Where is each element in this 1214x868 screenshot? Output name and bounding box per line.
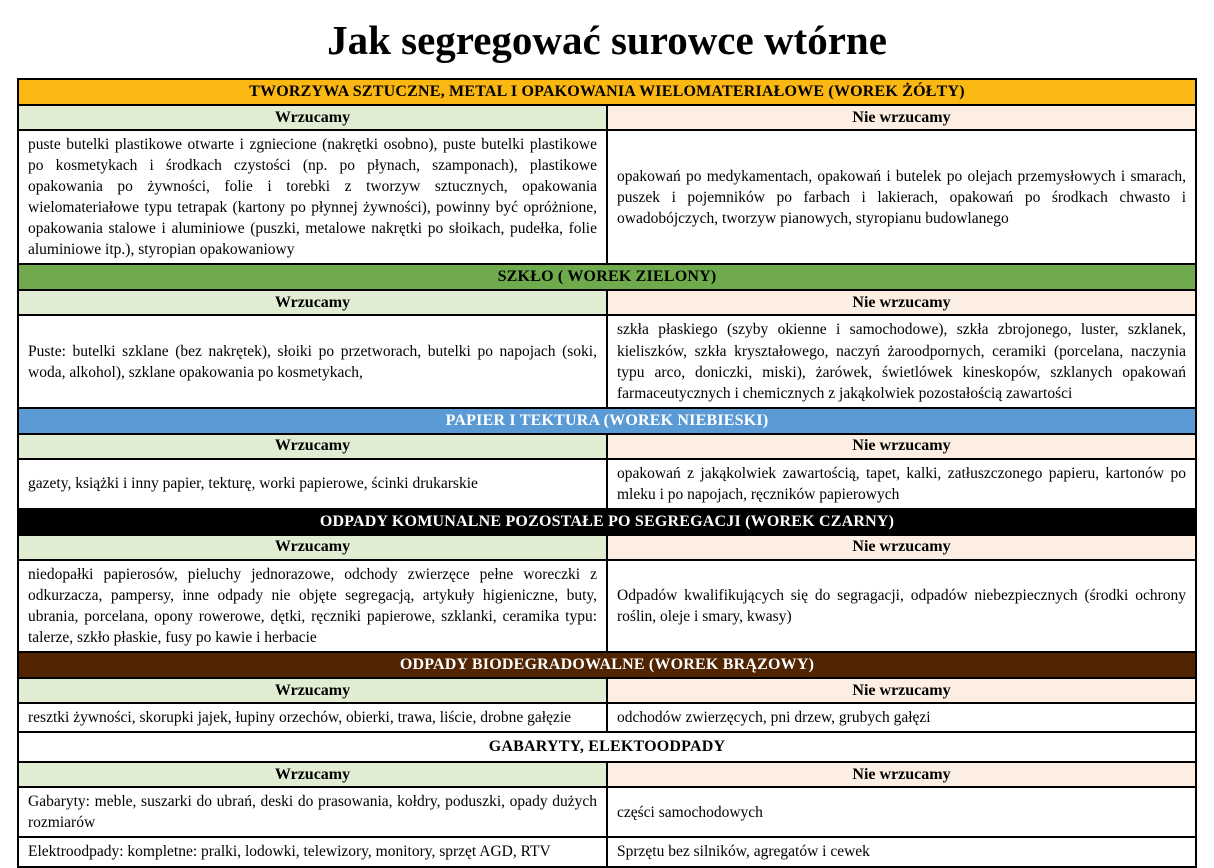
- section-title-brown-bag: ODPADY BIODEGRADOWALNE (WOREK BRĄZOWY): [19, 651, 1195, 677]
- cell-wrzucamy: Gabaryty: meble, suszarki do ubrań, deski do prasowania, kołdry, poduszki, opady dużych rozmiarów: [19, 787, 607, 836]
- column-header-row: [19, 104, 1195, 129]
- section-title-blue-bag: PAPIER I TEKTURA (WOREK NIEBIESKI): [19, 407, 1195, 433]
- column-header-wrzucamy: Wrzucamy: [19, 434, 607, 458]
- section-glass: [19, 263, 1195, 406]
- column-header-wrzucamy: Wrzucamy: [19, 535, 607, 559]
- column-header-row: [19, 761, 1195, 786]
- section-title-black-bag: ODPADY KOMUNALNE POZOSTAŁE PO SEGREGACJI (WOREK CZARNY): [19, 508, 1195, 534]
- page-title: Jak segregować surowce wtórne: [327, 17, 887, 63]
- table-row: [19, 836, 1195, 865]
- column-header-wrzucamy: Wrzucamy: [19, 678, 607, 702]
- table-row: [19, 702, 1195, 731]
- segregation-table: [17, 78, 1197, 868]
- column-header-wrzucamy: Wrzucamy: [19, 762, 607, 786]
- cell-nie-wrzucamy: Sprzętu bez silników, agregatów i cewek: [607, 837, 1195, 865]
- column-header-row: [19, 433, 1195, 458]
- cell-wrzucamy: puste butelki plastikowe otwarte i zgniecione (nakrętki osobno), puste butelki plastikowe po kosmetykach i środkach czystości (np. po płynach, szamponach), plastikowe opakowania po żywności, folie i torebki z tworzyw sztucznych, opakowania wielomateriałowe typu tetrapak (kartony po płynnej żywności), powinny być opróżnione, opakowania stalowe i aluminiowe (puszki, metalowe nakrętki po słoikach, pudełka, folie aluminiowe itp.), styropian opakowaniowy: [19, 130, 607, 263]
- table-row: [19, 559, 1195, 651]
- cell-wrzucamy: Puste: butelki szklane (bez nakrętek), słoiki po przetworach, butelki po napojach (soki, woda, alkohol), szklane opakowania po kosmetykach,: [19, 315, 607, 406]
- column-header-wrzucamy: Wrzucamy: [19, 105, 607, 129]
- cell-nie-wrzucamy: opakowań po medykamentach, opakowań i butelek po olejach przemysłowych i smarach, puszek i pojemników po farbach i lakierach, opakowań po środkach chwasto i owadobójczych, tworzyw pianowych, styropianu budowlanego: [607, 130, 1195, 263]
- column-header-nie-wrzucamy: Nie wrzucamy: [607, 762, 1195, 786]
- cell-wrzucamy: niedopałki papierosów, pieluchy jednorazowe, odchody zwierzęce pełne woreczki z odkurzacza, pampersy, inne odpady nie objęte segregacją, artykuły higieniczne, buty, ubrania, porcelana, opony rowerowe, dętki, ręczniki papierowe, szklanki, ceramika typu: talerze, szkło płaskie, fusy po kawie i herbacie: [19, 560, 607, 651]
- table-row: [19, 129, 1195, 263]
- column-header-row: [19, 677, 1195, 702]
- section-title-green-bag: SZKŁO ( WOREK ZIELONY): [19, 263, 1195, 289]
- column-header-row: [19, 534, 1195, 559]
- cell-nie-wrzucamy: Odpadów kwalifikujących się do segragacji, odpadów niebezpiecznych (środki ochrony roślin, oleje i smary, kwasy): [607, 560, 1195, 651]
- cell-wrzucamy: resztki żywności, skorupki jajek, łupiny orzechów, obierki, trawa, liście, drobne gałęzie: [19, 703, 607, 731]
- cell-wrzucamy: Elektroodpady: kompletne: pralki, lodowki, telewizory, monitory, sprzęt AGD, RTV: [19, 837, 607, 865]
- column-header-nie-wrzucamy: Nie wrzucamy: [607, 434, 1195, 458]
- cell-nie-wrzucamy: szkła płaskiego (szyby okienne i samochodowe), szkła zbrojonego, luster, szklanek, kieliszków, szkła kryształowego, naczyń żaroodpornych, ceramiki (porcelana, naczynia typu arco, doniczki, miski), żarówek, świetlówek kineskopów, szklanych opakowań farmaceutycznych i chemicznych z jakąkolwiek pozostałością zawartości: [607, 315, 1195, 406]
- cell-nie-wrzucamy: odchodów zwierzęcych, pni drzew, grubych gałęzi: [607, 703, 1195, 731]
- column-header-nie-wrzucamy: Nie wrzucamy: [607, 535, 1195, 559]
- column-header-nie-wrzucamy: Nie wrzucamy: [607, 290, 1195, 314]
- table-row: [19, 458, 1195, 508]
- section-paper: [19, 407, 1195, 508]
- column-header-nie-wrzucamy: Nie wrzucamy: [607, 678, 1195, 702]
- table-row: [19, 786, 1195, 836]
- column-header-wrzucamy: Wrzucamy: [19, 290, 607, 314]
- cell-nie-wrzucamy: opakowań z jakąkolwiek zawartością, tapet, kalki, zatłuszczonego papieru, kartonów po mleku i po napojach, ręczników papierowych: [607, 459, 1195, 508]
- section-municipal-remaining: [19, 508, 1195, 651]
- cell-nie-wrzucamy: części samochodowych: [607, 787, 1195, 836]
- section-title-bulky: GABARYTY, ELEKTOODPADY: [19, 731, 1195, 761]
- section-biodegradable: [19, 651, 1195, 731]
- column-header-row: [19, 289, 1195, 314]
- table-row: [19, 314, 1195, 406]
- section-bulky-electro: [19, 731, 1195, 865]
- column-header-nie-wrzucamy: Nie wrzucamy: [607, 105, 1195, 129]
- section-title-yellow-bag: TWORZYWA SZTUCZNE, METAL I OPAKOWANIA WIELOMATERIAŁOWE (WOREK ŻÓŁTY): [19, 80, 1195, 104]
- section-plastics-metal: [19, 80, 1195, 263]
- cell-wrzucamy: gazety, książki i inny papier, tekturę, worki papierowe, ścinki drukarskie: [19, 459, 607, 508]
